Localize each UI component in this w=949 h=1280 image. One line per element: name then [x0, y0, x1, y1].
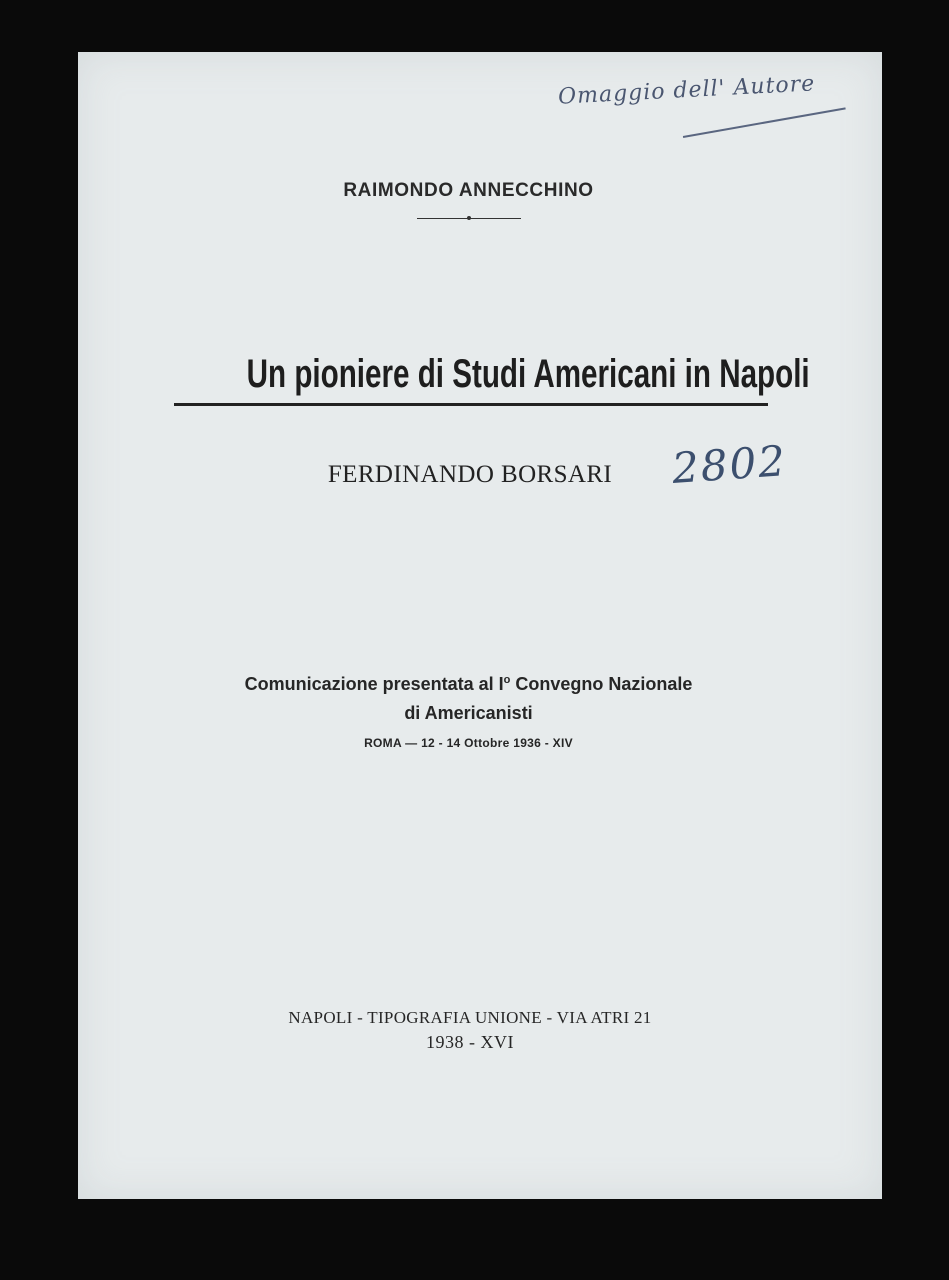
- communication-line-1-b: Convegno Nazionale: [510, 674, 693, 694]
- communication-line-1-a: Comunicazione presentata al I: [244, 674, 504, 694]
- title-underline: [174, 403, 768, 406]
- communication-line-3: ROMA — 12 - 14 Ottobre 1936 - XIV: [364, 736, 573, 750]
- handwritten-dedication: Omaggio dell' Autore: [557, 71, 816, 110]
- author-divider-dot: [467, 216, 471, 220]
- communication-line-2: di Americanisti: [404, 703, 533, 723]
- communication-line-1: [78, 674, 859, 695]
- document-page: [78, 52, 882, 1199]
- handwritten-shelfmark: 2802: [670, 436, 789, 493]
- author-name: RAIMONDO ANNECCHINO: [343, 180, 594, 201]
- imprint-year: 1938 - XVI: [426, 1032, 514, 1052]
- imprint-publisher: NAPOLI - TIPOGRAFIA UNIONE - VIA ATRI 21: [288, 1008, 652, 1027]
- ordinal-superscript: o: [503, 674, 511, 686]
- dedication-underline: [683, 107, 846, 137]
- subject-name: FERDINANDO BORSARI: [327, 461, 613, 488]
- document-title: Un pioniere di Studi Americani in Napoli: [246, 352, 810, 396]
